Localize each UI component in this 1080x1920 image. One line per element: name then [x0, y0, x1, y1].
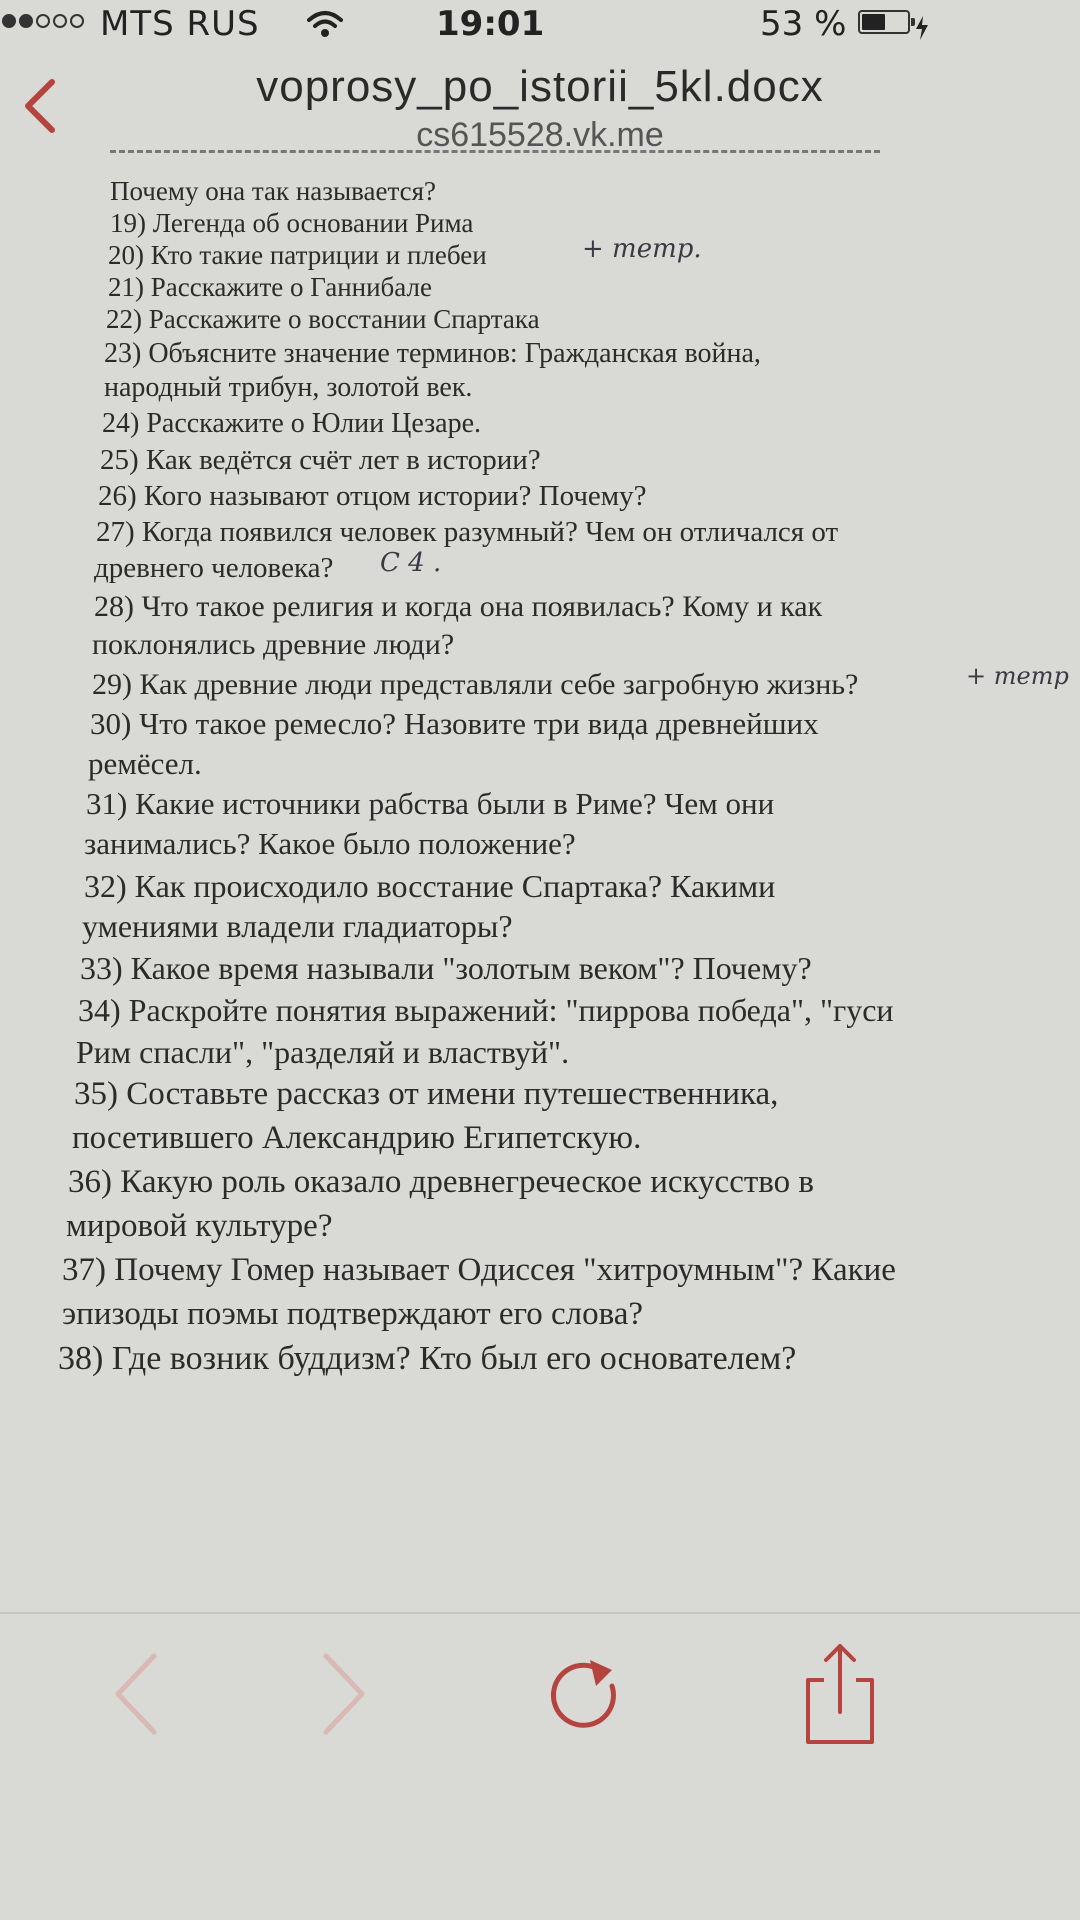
signal-dot	[53, 14, 67, 28]
battery-level-fill	[862, 14, 885, 30]
handwritten-note: + тетр	[966, 662, 1069, 690]
signal-dot	[36, 14, 50, 28]
document-line: 25) Как ведётся счёт лет в истории?	[100, 444, 541, 476]
document-line: древнего человека?	[94, 552, 334, 584]
document-line: 22) Расскажите о восстании Спартака	[106, 304, 540, 334]
battery-icon	[858, 10, 910, 34]
document-line: 20) Кто такие патриции и плебеи	[108, 240, 487, 270]
chevron-left-icon	[90, 1634, 190, 1754]
document-line: народный трибун, золотой век.	[104, 372, 473, 403]
document-line: 30) Что такое ремесло? Назовите три вида древнейших	[90, 706, 819, 741]
document-line: 21) Расскажите о Ганнибале	[108, 272, 432, 302]
document-line: 27) Когда появился человек разумный? Чем он отличался от	[96, 516, 839, 548]
charging-icon	[914, 10, 930, 50]
document-line: 34) Раскройте понятия выражений: "пиррова победа", "гуси	[78, 992, 894, 1028]
signal-dot	[70, 14, 84, 28]
document-line: 36) Какую роль оказало древнегреческое искусство в	[68, 1164, 814, 1200]
document-line: 37) Почему Гомер называет Одиссея "хитроумным"? Какие	[62, 1252, 896, 1288]
signal-dot	[2, 14, 16, 28]
status-time: 19:01	[436, 4, 545, 44]
document-line: 35) Составьте рассказ от имени путешественника,	[74, 1076, 779, 1112]
navigation-bar	[0, 56, 1080, 156]
wifi-icon	[306, 8, 344, 48]
status-bar	[0, 0, 1080, 56]
document-line: Рим спасли", "разделяй и властвуй".	[76, 1034, 570, 1070]
back-button[interactable]	[90, 1634, 190, 1754]
document-line: 28) Что такое религия и когда она появилась? Кому и как	[94, 590, 823, 623]
carrier-name: MTS RUS	[100, 4, 260, 44]
bottom-toolbar	[0, 1612, 1080, 1764]
document-line: мировой культуре?	[66, 1208, 333, 1244]
reload-icon	[540, 1634, 640, 1754]
share-icon	[790, 1634, 890, 1754]
document-line: 19) Легенда об основании Рима	[110, 208, 474, 238]
document-line: ремёсел.	[88, 746, 202, 781]
document-line: 31) Какие источники рабства были в Риме? Чем они	[86, 786, 775, 821]
document-line: занимались? Какое было положение?	[84, 826, 576, 861]
document-host: cs615528.vk.me	[416, 116, 664, 154]
chevron-right-icon	[290, 1634, 390, 1754]
document-line: 38) Где возник буддизм? Кто был его основателем?	[58, 1340, 797, 1377]
document-line: Почему она так называется?	[110, 176, 436, 206]
document-line: 29) Как древние люди представляли себе загробную жизнь?	[92, 668, 859, 701]
document-line: 33) Какое время называли "золотым веком"? Почему?	[80, 950, 812, 986]
document-line: умениями владели гладиаторы?	[82, 908, 513, 944]
document-title: voprosy_po_istorii_5kl.docx	[256, 62, 824, 111]
share-button[interactable]	[790, 1634, 890, 1754]
handwritten-note: + тетр.	[582, 234, 702, 264]
document-line: посетившего Александрию Египетскую.	[72, 1120, 642, 1156]
cut-off-text-line	[110, 150, 880, 163]
document-line: 24) Расскажите о Юлии Цезаре.	[102, 408, 482, 439]
document-line: эпизоды поэмы подтверждают его слова?	[62, 1296, 644, 1332]
signal-dot	[19, 14, 33, 28]
document-line: 26) Кого называют отцом истории? Почему?	[98, 480, 647, 512]
battery-percent: 53 %	[760, 4, 847, 44]
document-line: 32) Как происходило восстание Спартака? Какими	[84, 868, 776, 904]
document-line: 23) Объясните значение терминов: Гражданская война,	[104, 338, 761, 369]
forward-button[interactable]	[290, 1634, 390, 1754]
document-viewer[interactable]	[0, 150, 1080, 1610]
signal-strength-indicator	[2, 14, 84, 28]
document-line: поклонялись древние люди?	[92, 628, 455, 661]
handwritten-note: С 4 .	[380, 548, 442, 578]
reload-button[interactable]	[540, 1634, 640, 1754]
